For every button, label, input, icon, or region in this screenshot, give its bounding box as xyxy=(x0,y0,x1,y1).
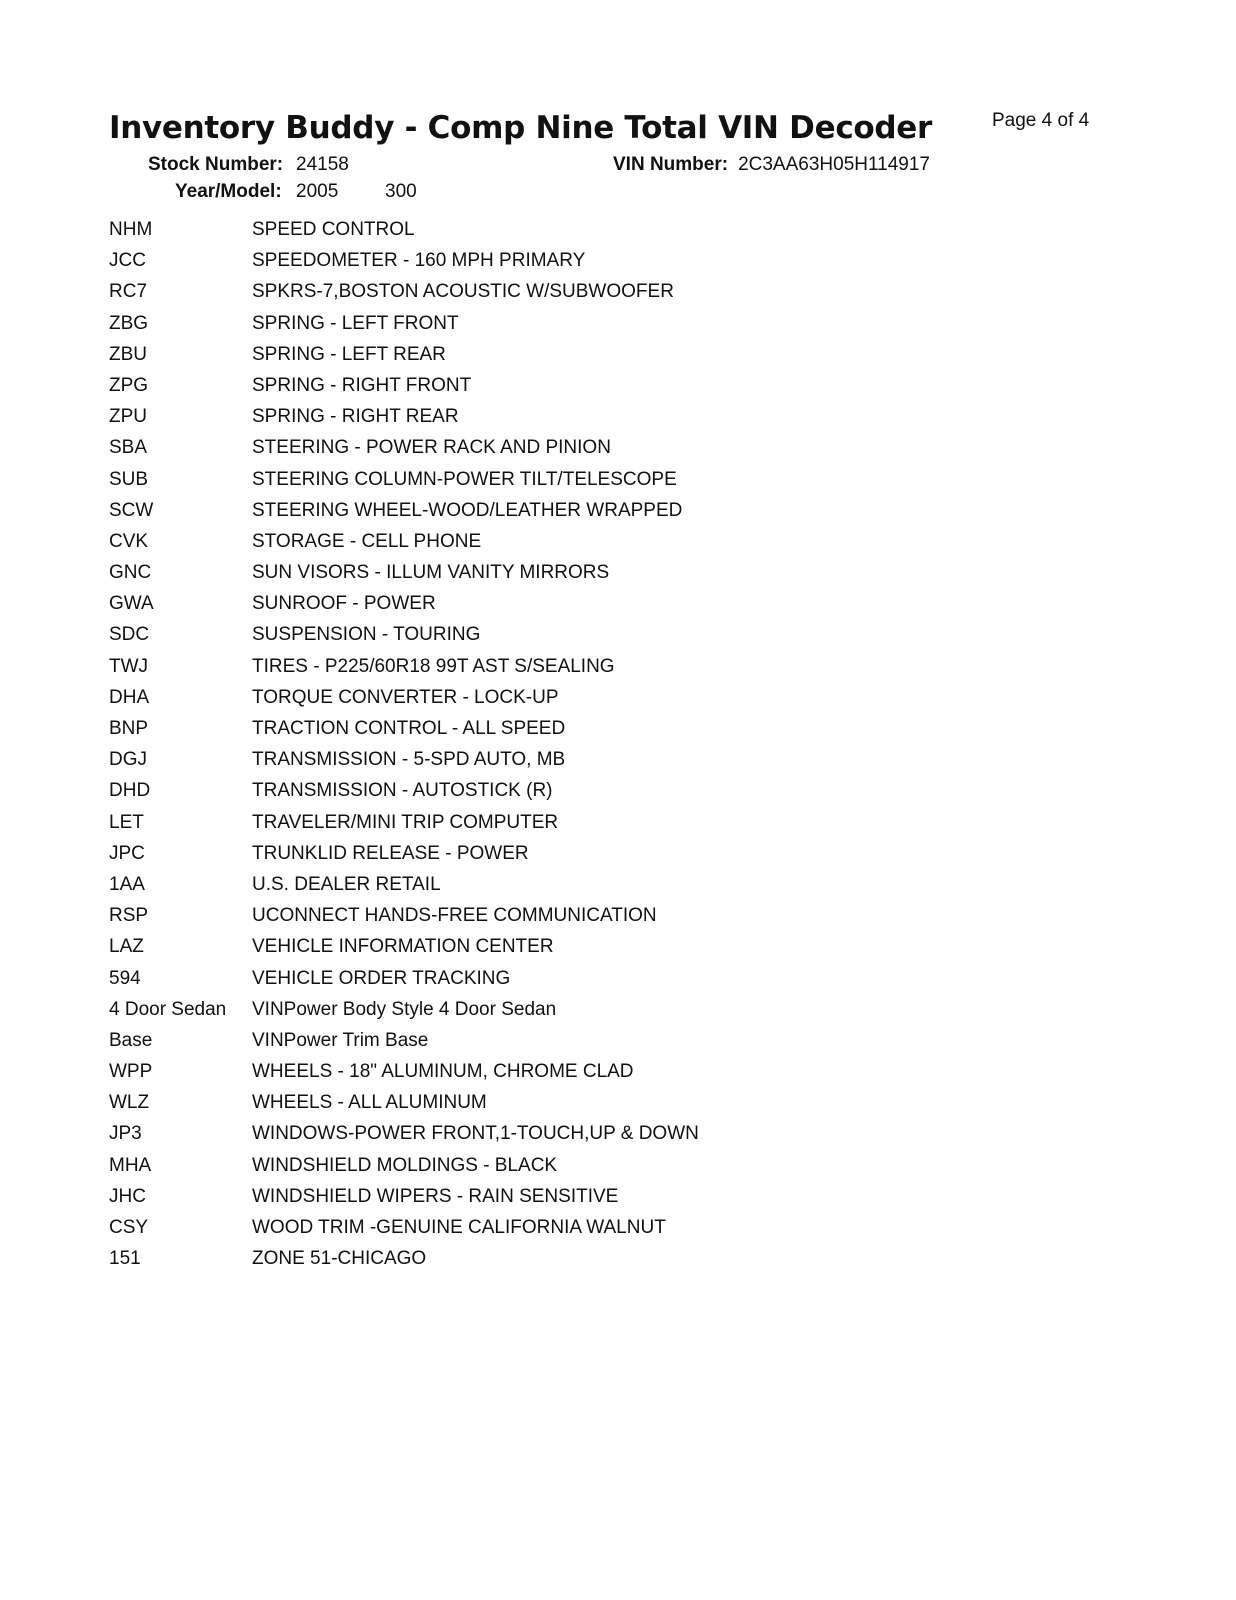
option-description: SUSPENSION - TOURING xyxy=(252,624,481,646)
option-code: SUB xyxy=(109,468,149,490)
option-description: STORAGE - CELL PHONE xyxy=(252,530,482,552)
option-code: SCW xyxy=(109,499,154,521)
year-model-label: Year/Model: xyxy=(175,181,282,202)
option-code: ZPG xyxy=(109,374,149,396)
option-code: GWA xyxy=(109,593,154,615)
stock-number-label: Stock Number: xyxy=(148,154,284,175)
option-code: DHD xyxy=(109,780,151,802)
option-code: BNP xyxy=(109,718,149,739)
option-description: SPRING - LEFT FRONT xyxy=(252,312,459,334)
option-code: MHA xyxy=(109,1154,152,1176)
option-description: TRACTION CONTROL - ALL SPEED xyxy=(252,718,566,739)
option-code: JP3 xyxy=(109,1123,142,1145)
page-indicator: Page 4 of 4 xyxy=(992,110,1090,131)
option-description: TRANSMISSION - AUTOSTICK (R) xyxy=(252,780,553,802)
option-description: U.S. DEALER RETAIL xyxy=(252,873,441,895)
option-code: ZBG xyxy=(109,312,149,334)
option-description: VINPower Trim Base xyxy=(252,1029,429,1051)
option-code: WLZ xyxy=(109,1092,150,1114)
option-code: NHM xyxy=(109,219,153,240)
option-code: ZBU xyxy=(109,343,147,365)
option-code: CVK xyxy=(109,530,149,552)
option-description: SPRING - RIGHT REAR xyxy=(252,406,459,428)
option-code: JCC xyxy=(109,250,146,272)
option-code: 594 xyxy=(109,967,141,989)
option-code: WPP xyxy=(109,1061,153,1083)
option-description: TRUNKLID RELEASE - POWER xyxy=(252,842,529,864)
document-title: Inventory Buddy - Comp Nine Total VIN Decoder xyxy=(109,110,933,146)
option-description: SPKRS-7,BOSTON ACOUSTIC W/SUBWOOFER xyxy=(252,281,674,303)
option-code: JPC xyxy=(109,842,145,864)
vin-number-label: VIN Number: xyxy=(613,154,729,175)
option-description: SPEEDOMETER - 160 MPH PRIMARY xyxy=(252,250,586,272)
option-description: WINDSHIELD MOLDINGS - BLACK xyxy=(252,1154,558,1176)
option-description: SPRING - RIGHT FRONT xyxy=(252,374,472,396)
option-description: SUN VISORS - ILLUM VANITY MIRRORS xyxy=(252,562,610,584)
option-code: RC7 xyxy=(109,281,148,303)
model-value: 300 xyxy=(385,181,417,202)
option-description: TRANSMISSION - 5-SPD AUTO, MB xyxy=(252,749,566,771)
option-code: GNC xyxy=(109,562,152,584)
option-code: Base xyxy=(109,1029,153,1051)
option-code: 4 Door Sedan xyxy=(109,998,227,1020)
option-description: WHEELS - ALL ALUMINUM xyxy=(252,1092,487,1114)
option-description: TORQUE CONVERTER - LOCK-UP xyxy=(252,686,559,708)
option-description: VEHICLE ORDER TRACKING xyxy=(252,967,511,989)
option-description: STEERING WHEEL-WOOD/LEATHER WRAPPED xyxy=(252,499,683,521)
option-code: 151 xyxy=(109,1248,141,1270)
option-description: SUNROOF - POWER xyxy=(252,593,436,615)
option-code: LET xyxy=(109,811,144,833)
option-description: VEHICLE INFORMATION CENTER xyxy=(252,936,554,958)
option-description: SPRING - LEFT REAR xyxy=(252,343,446,365)
option-description: WINDOWS-POWER FRONT,1-TOUCH,UP & DOWN xyxy=(252,1123,699,1145)
option-description: WHEELS - 18" ALUMINUM, CHROME CLAD xyxy=(252,1061,634,1083)
option-description: WOOD TRIM -GENUINE CALIFORNIA WALNUT xyxy=(252,1217,666,1238)
option-description: UCONNECT HANDS-FREE COMMUNICATION xyxy=(252,905,657,927)
vin-number-value: 2C3AA63H05H114917 xyxy=(738,154,930,175)
option-description: WINDSHIELD WIPERS - RAIN SENSITIVE xyxy=(252,1185,619,1207)
option-description: ZONE 51-CHICAGO xyxy=(252,1248,427,1270)
stock-number-value: 24158 xyxy=(296,154,349,175)
option-code: TWJ xyxy=(109,655,149,677)
stock-number xyxy=(148,154,349,176)
option-code: ZPU xyxy=(109,406,147,428)
option-code: JHC xyxy=(109,1185,146,1207)
option-description: VINPower Body Style 4 Door Sedan xyxy=(252,998,557,1020)
option-code: LAZ xyxy=(109,936,144,958)
option-code: SDC xyxy=(109,624,150,646)
year-model xyxy=(175,181,417,203)
year-value: 2005 xyxy=(296,181,339,202)
option-description: STEERING - POWER RACK AND PINION xyxy=(252,437,611,459)
option-code: 1AA xyxy=(109,873,145,895)
option-description: TIRES - P225/60R18 99T AST S/SEALING xyxy=(252,655,615,677)
option-code: RSP xyxy=(109,905,149,927)
option-code: DHA xyxy=(109,686,150,708)
vin-number xyxy=(613,154,930,176)
option-description: TRAVELER/MINI TRIP COMPUTER xyxy=(252,811,559,833)
option-code: SBA xyxy=(109,437,148,459)
option-code: DGJ xyxy=(109,749,147,771)
option-description: STEERING COLUMN-POWER TILT/TELESCOPE xyxy=(252,468,677,490)
option-code: CSY xyxy=(109,1217,149,1238)
option-description: SPEED CONTROL xyxy=(252,219,415,240)
